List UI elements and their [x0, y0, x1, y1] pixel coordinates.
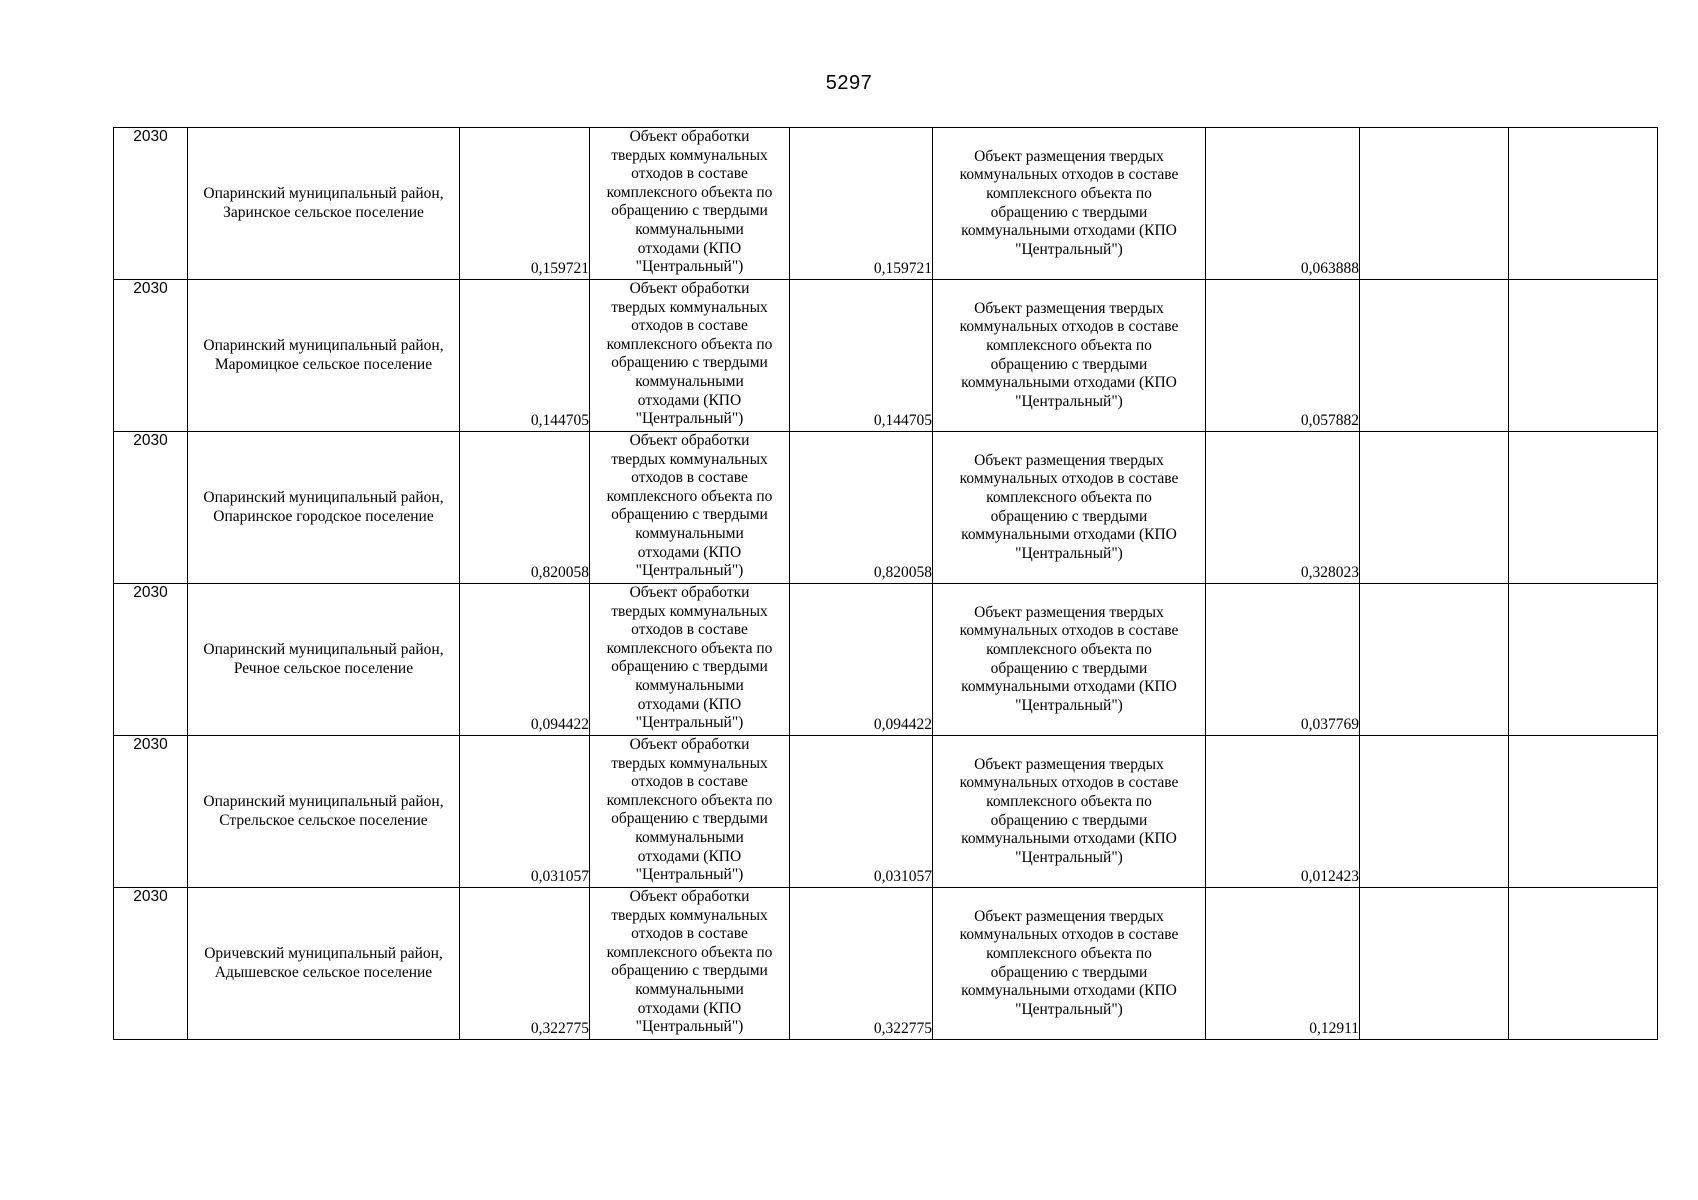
area-cell — [188, 584, 460, 736]
processing-object-cell — [590, 432, 790, 584]
placement-object-cell — [933, 280, 1206, 432]
value3-cell: 0,012423 — [1206, 736, 1360, 888]
empty-cell — [1360, 888, 1509, 1040]
value1-cell: 0,144705 — [460, 280, 590, 432]
placement-object-cell — [933, 432, 1206, 584]
table-row — [114, 736, 1658, 888]
year-cell: 2030 — [114, 888, 188, 1040]
placement-object-cell — [933, 584, 1206, 736]
processing-object-cell — [590, 280, 790, 432]
table-row — [114, 128, 1658, 280]
area-text: Опаринский муниципальный район, Стрельское сельское поселение — [203, 792, 444, 829]
empty-cell — [1509, 584, 1658, 736]
empty-cell — [1509, 736, 1658, 888]
processing-object-cell — [590, 888, 790, 1040]
table-row — [114, 280, 1658, 432]
value1-cell: 0,322775 — [460, 888, 590, 1040]
value2-cell: 0,094422 — [790, 584, 933, 736]
empty-cell — [1509, 888, 1658, 1040]
year-cell: 2030 — [114, 584, 188, 736]
placement-object-text: Объект размещения твердых коммунальных отходов в составе комплексного объекта по обращению с твердыми коммунальными отходами (КПО "Центральный") — [959, 907, 1179, 1018]
placement-object-cell — [933, 128, 1206, 280]
area-cell — [188, 888, 460, 1040]
value3-cell: 0,12911 — [1206, 888, 1360, 1040]
empty-cell — [1509, 432, 1658, 584]
area-text: Опаринский муниципальный район, Опаринское городское поселение — [203, 488, 444, 525]
value1-cell: 0,159721 — [460, 128, 590, 280]
empty-cell — [1360, 280, 1509, 432]
area-cell — [188, 432, 460, 584]
year-cell: 2030 — [114, 128, 188, 280]
area-text: Оричевский муниципальный район, Адышевское сельское поселение — [204, 944, 443, 981]
placement-object-text: Объект размещения твердых коммунальных отходов в составе комплексного объекта по обращению с твердыми коммунальными отходами (КПО "Центральный") — [959, 755, 1179, 866]
value1-cell: 0,094422 — [460, 584, 590, 736]
value1-cell: 0,031057 — [460, 736, 590, 888]
processing-object-cell — [590, 128, 790, 280]
year-cell: 2030 — [114, 280, 188, 432]
waste-flow-table — [113, 127, 1658, 1040]
value1-cell: 0,820058 — [460, 432, 590, 584]
placement-object-text: Объект размещения твердых коммунальных отходов в составе комплексного объекта по обращению с твердыми коммунальными отходами (КПО "Центральный") — [959, 603, 1179, 714]
area-text: Опаринский муниципальный район, Заринское сельское поселение — [203, 184, 444, 221]
value3-cell: 0,063888 — [1206, 128, 1360, 280]
value3-cell: 0,057882 — [1206, 280, 1360, 432]
table-row — [114, 432, 1658, 584]
processing-object-cell — [590, 584, 790, 736]
value2-cell: 0,031057 — [790, 736, 933, 888]
empty-cell — [1360, 128, 1509, 280]
table-row — [114, 584, 1658, 736]
table-row — [114, 888, 1658, 1040]
placement-object-cell — [933, 736, 1206, 888]
area-cell — [188, 128, 460, 280]
value3-cell: 0,328023 — [1206, 432, 1360, 584]
area-cell — [188, 736, 460, 888]
processing-object-text: Объект обработки твердых коммунальных отходов в составе комплексного объекта по обращению с твердыми коммунальными отходами (КПО "Центральный") — [606, 280, 773, 428]
area-text: Опаринский муниципальный район, Речное сельское поселение — [203, 640, 444, 677]
placement-object-cell — [933, 888, 1206, 1040]
processing-object-text: Объект обработки твердых коммунальных отходов в составе комплексного объекта по обращению с твердыми коммунальными отходами (КПО "Центральный") — [606, 432, 773, 580]
empty-cell — [1509, 280, 1658, 432]
area-cell — [188, 280, 460, 432]
value2-cell: 0,820058 — [790, 432, 933, 584]
processing-object-text: Объект обработки твердых коммунальных отходов в составе комплексного объекта по обращению с твердыми коммунальными отходами (КПО "Центральный") — [606, 584, 773, 732]
year-cell: 2030 — [114, 736, 188, 888]
value3-cell: 0,037769 — [1206, 584, 1360, 736]
processing-object-text: Объект обработки твердых коммунальных отходов в составе комплексного объекта по обращению с твердыми коммунальными отходами (КПО "Центральный") — [606, 888, 773, 1036]
empty-cell — [1360, 432, 1509, 584]
placement-object-text: Объект размещения твердых коммунальных отходов в составе комплексного объекта по обращению с твердыми коммунальными отходами (КПО "Центральный") — [959, 147, 1179, 258]
processing-object-cell — [590, 736, 790, 888]
area-text: Опаринский муниципальный район, Маромицкое сельское поселение — [203, 336, 444, 373]
placement-object-text: Объект размещения твердых коммунальных отходов в составе комплексного объекта по обращению с твердыми коммунальными отходами (КПО "Центральный") — [959, 299, 1179, 410]
year-cell: 2030 — [114, 432, 188, 584]
empty-cell — [1360, 736, 1509, 888]
placement-object-text: Объект размещения твердых коммунальных отходов в составе комплексного объекта по обращению с твердыми коммунальными отходами (КПО "Центральный") — [959, 451, 1179, 562]
processing-object-text: Объект обработки твердых коммунальных отходов в составе комплексного объекта по обращению с твердыми коммунальными отходами (КПО "Центральный") — [606, 736, 773, 884]
value2-cell: 0,322775 — [790, 888, 933, 1040]
processing-object-text: Объект обработки твердых коммунальных отходов в составе комплексного объекта по обращению с твердыми коммунальными отходами (КПО "Центральный") — [606, 128, 773, 276]
page-number: 5297 — [825, 72, 873, 94]
value2-cell: 0,159721 — [790, 128, 933, 280]
value2-cell: 0,144705 — [790, 280, 933, 432]
empty-cell — [1509, 128, 1658, 280]
empty-cell — [1360, 584, 1509, 736]
